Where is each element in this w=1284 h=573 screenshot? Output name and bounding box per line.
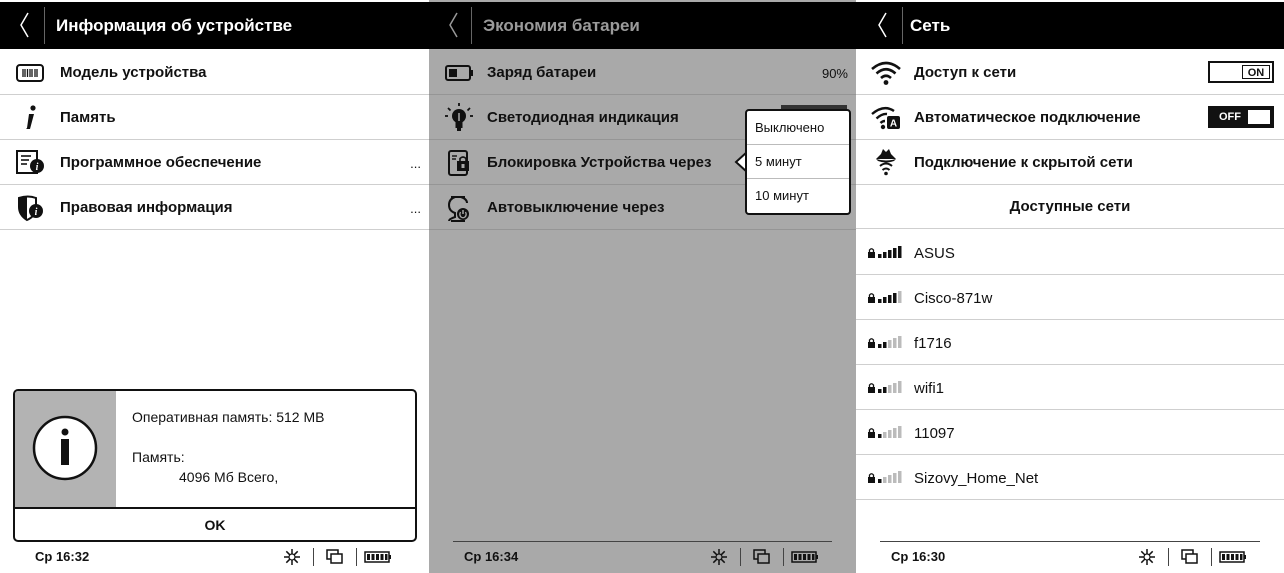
wifi-icon xyxy=(870,58,902,88)
locked-signal-icon xyxy=(867,246,903,260)
bulb-icon xyxy=(443,103,475,133)
network-name: wifi1 xyxy=(914,380,945,397)
network-name: 11097 xyxy=(914,425,955,442)
menu-item-device-model[interactable] xyxy=(0,50,429,95)
network-name: Sizovy_Home_Net xyxy=(914,470,1039,487)
legal-shield-icon xyxy=(14,193,46,223)
page-title: Экономия батареи xyxy=(483,16,640,35)
menu-item-label: Подключение к скрытой сети xyxy=(914,154,1133,171)
hidden-network-icon xyxy=(870,148,902,178)
back-arrow-icon[interactable] xyxy=(14,10,34,40)
locked-signal-icon xyxy=(867,381,903,395)
menu-item-label: Блокировка Устройства через xyxy=(487,154,712,171)
page-title: Сеть xyxy=(910,16,951,35)
menu-item-auto-connect[interactable] xyxy=(856,95,1284,140)
memory-info-dialog xyxy=(13,389,417,542)
network-row[interactable] xyxy=(856,365,1284,410)
network-row[interactable] xyxy=(856,410,1284,455)
status-time: Ср 16:30 xyxy=(891,549,946,564)
frontlight-icon[interactable] xyxy=(698,546,740,568)
menu-item-legal[interactable] xyxy=(0,185,429,230)
available-networks-heading: Доступные сети xyxy=(856,185,1284,229)
menu-item-label: Правовая информация xyxy=(60,199,233,216)
status-bar xyxy=(0,542,429,570)
power-timer-icon xyxy=(443,193,475,223)
menu-item-label: Автоматическое подключение xyxy=(914,109,1141,126)
lock-timeout-popup xyxy=(745,109,851,215)
menu-item-label: Память xyxy=(60,109,116,126)
locked-signal-icon xyxy=(867,336,903,350)
task-manager-icon[interactable] xyxy=(1169,546,1211,568)
network-panel xyxy=(856,0,1284,573)
task-manager-icon[interactable] xyxy=(741,546,783,568)
status-time: Ср 16:34 xyxy=(464,549,519,564)
status-bar xyxy=(856,542,1284,570)
more-indicator: ... xyxy=(410,156,421,171)
header-divider xyxy=(44,7,45,44)
lock-device-icon xyxy=(443,148,475,178)
header-bar xyxy=(429,2,856,49)
header-divider xyxy=(471,7,472,44)
svg-text:i: i xyxy=(34,207,38,218)
menu-item-network-access[interactable] xyxy=(856,50,1284,95)
back-arrow-icon[interactable] xyxy=(443,10,463,40)
svg-text:A: A xyxy=(889,118,898,130)
back-arrow-icon[interactable] xyxy=(872,10,892,40)
battery-status-icon[interactable] xyxy=(784,546,826,568)
frontlight-icon[interactable] xyxy=(1126,546,1168,568)
storage-label: Память: xyxy=(132,449,185,465)
device-model-icon xyxy=(14,58,46,88)
locked-signal-icon xyxy=(867,291,903,305)
software-icon xyxy=(14,148,46,178)
menu-item-label: Доступ к сети xyxy=(914,64,1017,81)
network-row[interactable] xyxy=(856,455,1284,500)
more-indicator: ... xyxy=(410,201,421,216)
network-name: ASUS xyxy=(914,245,955,262)
toggle-state: ON xyxy=(1242,65,1270,79)
battery-percent: 90% xyxy=(821,66,848,81)
storage-total: 4096 Мб Всего, xyxy=(179,469,279,485)
menu-item-battery-charge[interactable] xyxy=(429,50,856,95)
frontlight-icon[interactable] xyxy=(271,546,313,568)
battery-status-icon[interactable] xyxy=(1212,546,1254,568)
device-info-panel xyxy=(0,0,429,573)
auto-connect-toggle[interactable] xyxy=(1208,106,1274,128)
option-5-min[interactable]: 5 минут xyxy=(747,145,849,179)
menu-item-label: Программное обеспечение xyxy=(60,154,262,171)
locked-signal-icon xyxy=(867,426,903,440)
network-name: f1716 xyxy=(914,335,952,352)
status-time: Ср 16:32 xyxy=(35,549,90,564)
header-bar xyxy=(0,2,429,49)
header-divider xyxy=(902,7,903,44)
battery-icon xyxy=(443,58,475,88)
wifi-auto-icon xyxy=(870,103,902,133)
battery-saving-panel xyxy=(429,0,856,573)
task-manager-icon[interactable] xyxy=(314,546,356,568)
ram-text: Оперативная память: 512 MB xyxy=(132,409,325,425)
battery-status-icon[interactable] xyxy=(357,546,399,568)
network-row[interactable] xyxy=(856,230,1284,275)
status-bar xyxy=(429,542,856,570)
menu-item-label: Светодиодная индикация xyxy=(487,109,679,126)
menu-item-label: Модель устройства xyxy=(60,64,207,81)
option-off[interactable]: Выключено xyxy=(747,111,849,145)
menu-item-label: Заряд батареи xyxy=(487,64,597,81)
menu-item-label: Автовыключение через xyxy=(487,199,665,216)
network-row[interactable] xyxy=(856,275,1284,320)
dialog-icon-area xyxy=(15,391,116,507)
locked-signal-icon xyxy=(867,471,903,485)
network-row[interactable] xyxy=(856,320,1284,365)
page-title: Информация об устройстве xyxy=(56,16,293,35)
ok-button[interactable]: OK xyxy=(204,517,226,533)
network-name: Cisco-871w xyxy=(914,290,993,307)
menu-item-memory[interactable] xyxy=(0,95,429,140)
menu-item-software[interactable] xyxy=(0,140,429,185)
option-10-min[interactable]: 10 минут xyxy=(755,188,809,203)
header-bar xyxy=(856,2,1284,49)
toggle-state: OFF xyxy=(1212,110,1248,124)
info-i-icon xyxy=(14,103,46,133)
menu-item-hidden-network[interactable] xyxy=(856,140,1284,185)
info-circle-icon xyxy=(15,391,116,507)
svg-text:i: i xyxy=(35,162,39,173)
network-access-toggle[interactable] xyxy=(1208,61,1274,83)
